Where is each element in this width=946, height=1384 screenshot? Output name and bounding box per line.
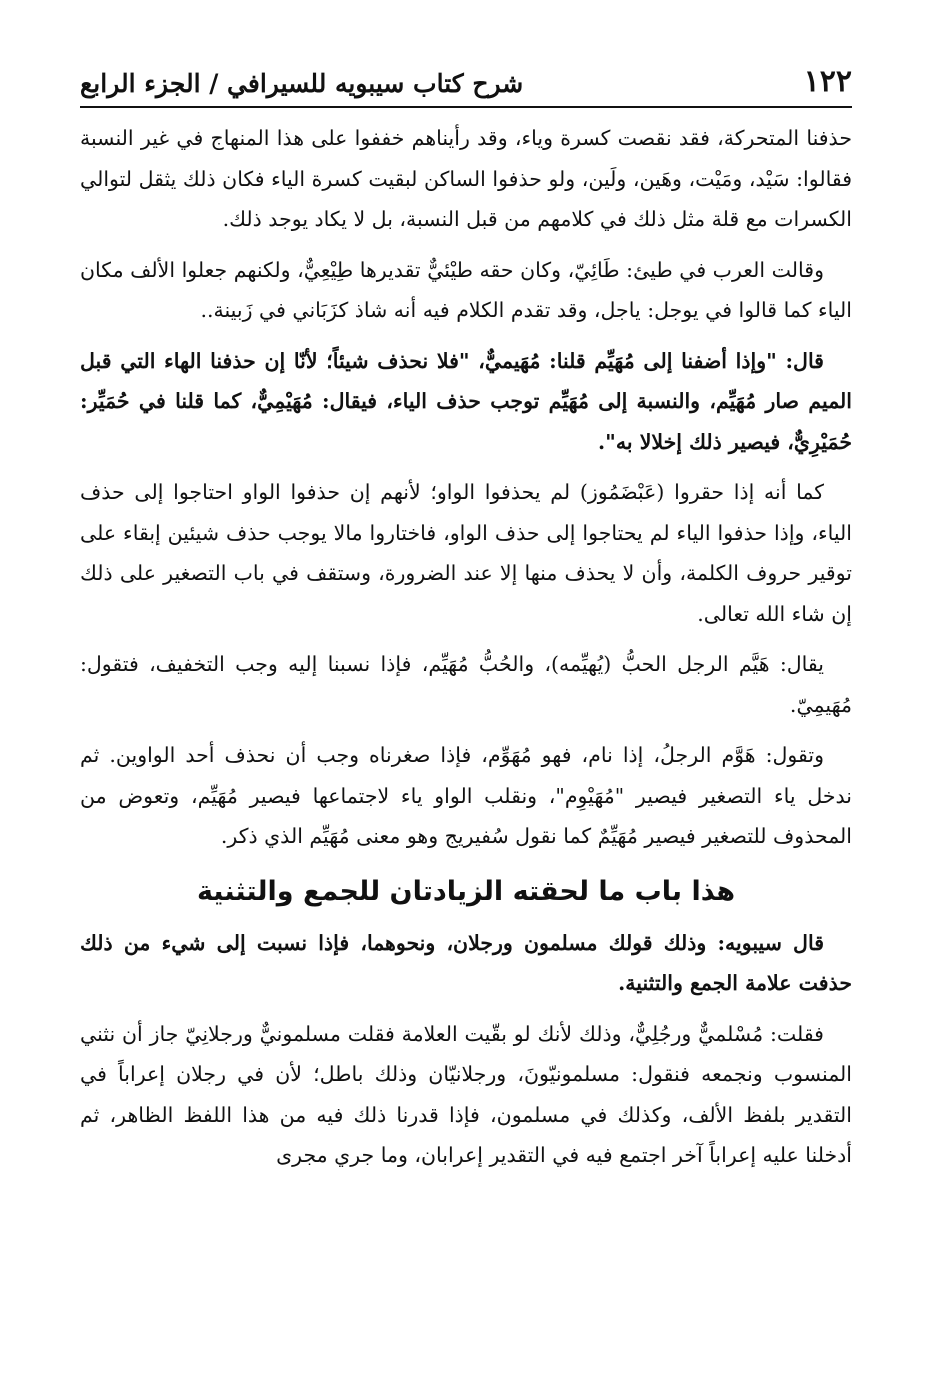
page-number: ١٢٢ (803, 64, 852, 99)
paragraph-3-quote: قال: "وإذا أضفنا إلى مُهَيِّم قلنا: مُهَيميٌّ، "فلا نحذف شيئاً؛ لأنّا إن حذفنا الهاء التي قبل الميم صار مُهَيِّم، والنسبة إلى مُهَيِّم توجب حذف الياء، فيقال: مُهَيْمِيٌّ، كما قلنا في حُمَيِّر: حُمَيْرِيٌّ، فيصير ذلك إخلالا به". (80, 348, 852, 454)
paragraph-4: كما أنه إذا حقروا (عَبْضَمُوز) لم يحذفوا الواو؛ لأنهم إن حذفوا الواو احتاجوا إلى حذف الياء، وإذا حذفوا الياء لم يحتاجوا إلى حذف الواو، فاختاروا مالا يوجب حذف شيئين إبقاء على توقير حروف الكلمة، وأن لا يحذف منها إلا عند الضرورة، وستقف في باب التصغير على ذلك إن شاء الله تعالى. (80, 480, 852, 626)
paragraph-7-quote: قال سيبويه: وذلك قولك مسلمون ورجلان، ونحوهما، فإذا نسبت إلى شيء من ذلك حذفت علامة الجمع والتثنية. (80, 930, 852, 995)
paragraph-8: فقلت: مُسْلميٌّ ورجُلِيٌّ، وذلك لأنك لو بقّيت العلامة فقلت مسلمونيٌّ ورجلانِيّ جاز أن نثني المنسوب ونجمعه فنقول: مسلمونيّونَ، ورجلانيّان وذلك باطل؛ لأن في رجلان إعراباً في التقدير بلفظ الألف، وكذلك في مسلمون، فإذا قدرنا ذلك فيه من هذا اللفظ الظاهر، ثم أدخلنا عليه إعراباً آخر اجتمع فيه في التقدير إعرابان، وما جري مجرى (80, 1021, 852, 1167)
chapter-title: هذا باب ما لحقته الزيادتان للجمع والتثنية (196, 875, 736, 907)
paragraph-5: يقال: هَيَّم الرجل الحبُّ (يُهيِّمه)، والحُبُّ مُهَيِّم، فإذا نسبنا إليه وجب التخفيف، فتقول: مُهَيمِيّ. (80, 652, 852, 717)
paragraph-2: وقالت العرب في طيئ: طَائِيّ، وكان حقه طيْئيٌّ تقديرها طِيْعِيٌّ، ولكنهم جعلوا الألف مكان الياء كما قالوا في يوجل: ياجل، وقد تقدم الكلام فيه أنه شاذ كزَبَاني في زَبينة.. (80, 257, 852, 322)
header-rule (80, 106, 852, 108)
page-header (80, 52, 852, 102)
running-title: شرح كتاب سيبويه للسيرافي / الجزء الرابع (80, 69, 524, 98)
paragraph-1: حذفنا المتحركة، فقد نقصت كسرة وياء، وقد رأيناهم خففوا على هذا المنهاج في غير النسبة فقالوا: سَيْد، ومَيْت، وهَين، ولَين، ولو حذفوا الساكن لبقيت كسرة الياء فكان ذلك يثقل لتوالي الكسرات مع قلة مثل ذلك في كلامهم من قبل النسبة، بل لا يكاد يوجد ذلك. (80, 126, 852, 231)
page-body (80, 118, 852, 1186)
paragraph-6: وتقول: هَوَّم الرجلُ، إذا نام، فهو مُهَوِّم، فإذا صغرناه وجب أن نحذف أحد الواوين. ثم ندخل ياء التصغير فيصير "مُهَيْوِم"، ونقلب الواو ياء لاجتماعها فيصير مُهَيِّم، وتعوض من المحذوف للتصغير فيصير مُهَيِّمٌ كما نقول سُفيريج وهو معنى مُهَيِّم الذي ذكر. (80, 743, 852, 848)
